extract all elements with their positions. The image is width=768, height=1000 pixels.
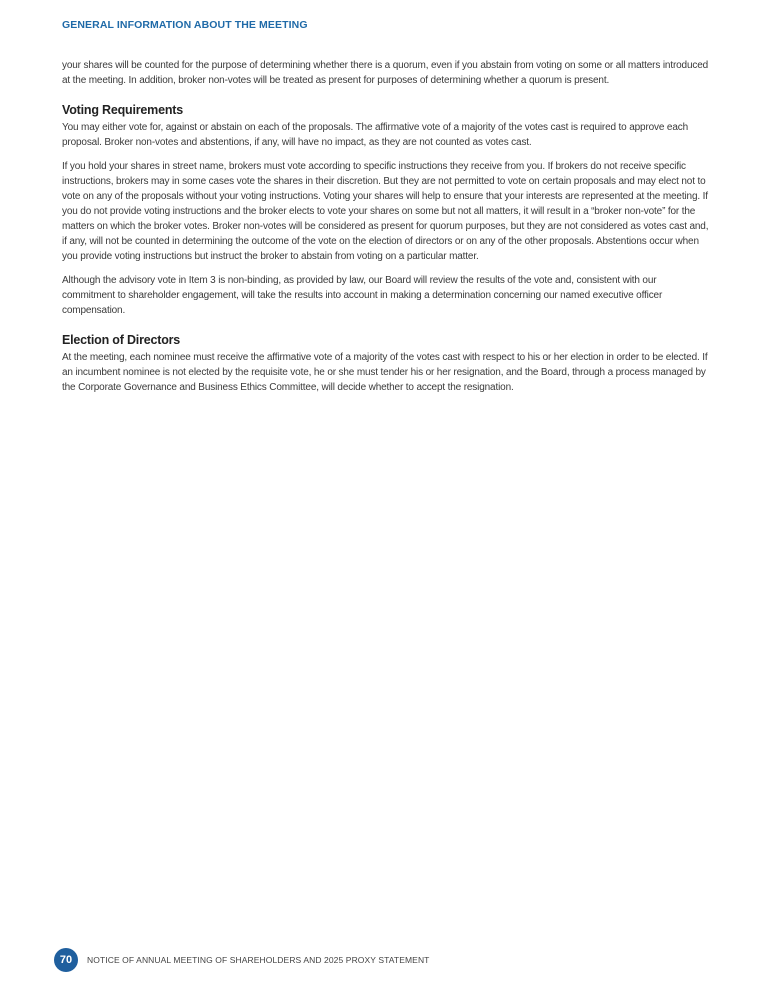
running-header: GENERAL INFORMATION ABOUT THE MEETING [62,19,308,31]
intro-paragraph: your shares will be counted for the purpose of determining whether there is a quorum, even if you abstain from voting on some or all matters introduced at the meeting. In addition, broker non-votes will be treated as present for purposes of determining whether a quorum is present. [62,60,709,86]
page-footer [54,948,429,972]
paragraph: At the meeting, each nominee must receive the affirmative vote of a majority of the votes cast with respect to his or her election in order to be elected. If an incumbent nominee is not elected by the requisite vote, he or she must tender his or her resignation, and the Board, through a process managed by the Corporate Governance and Business Ethics Committee, will decide whether to accept the resignation. [62,352,708,393]
paragraph: Although the advisory vote in Item 3 is non-binding, as provided by law, our Board will review the results of the vote and, consistent with our commitment to shareholder engagement, will take the results into account in making a determination concerning our named executive officer compensation. [62,275,663,316]
footer-title: NOTICE OF ANNUAL MEETING OF SHAREHOLDERS AND 2025 PROXY STATEMENT [87,955,430,965]
section-heading-election-of-directors: Election of Directors [62,333,181,347]
paragraph: You may either vote for, against or abstain on each of the proposals. The affirmative vote of a majority of the votes cast is required to approve each proposal. Broker non-votes and abstentions, if any, will have no impact, as they are not counted as votes cast. [62,122,689,148]
paragraph: If you hold your shares in street name, brokers must vote according to specific instructions they receive from you. If brokers do not receive specific instructions, brokers may in some cases vote the shares in their discretion. But they are not permitted to vote on certain proposals and may elect not to vote on any of the proposals without your voting instructions. Voting your shares will help to ensure that your interests are represented at the meeting. If you do not provide voting instructions and the broker elects to vote your shares on some but not all matters, it will result in a “broker non-vote” for the matters on which the broker votes. Broker non-votes will be considered as present for quorum purposes, but they are not considered as votes cast and, if any, will not be counted in determining the outcome of the vote on the election of directors or on any of the other proposals. Abstentions occur when you provide voting instructions but instruct the broker to abstain from voting on a particular matter. [62,161,709,262]
page-content [62,58,710,404]
page-number-badge: 70 [54,948,78,972]
section-heading-voting-requirements: Voting Requirements [62,103,183,117]
